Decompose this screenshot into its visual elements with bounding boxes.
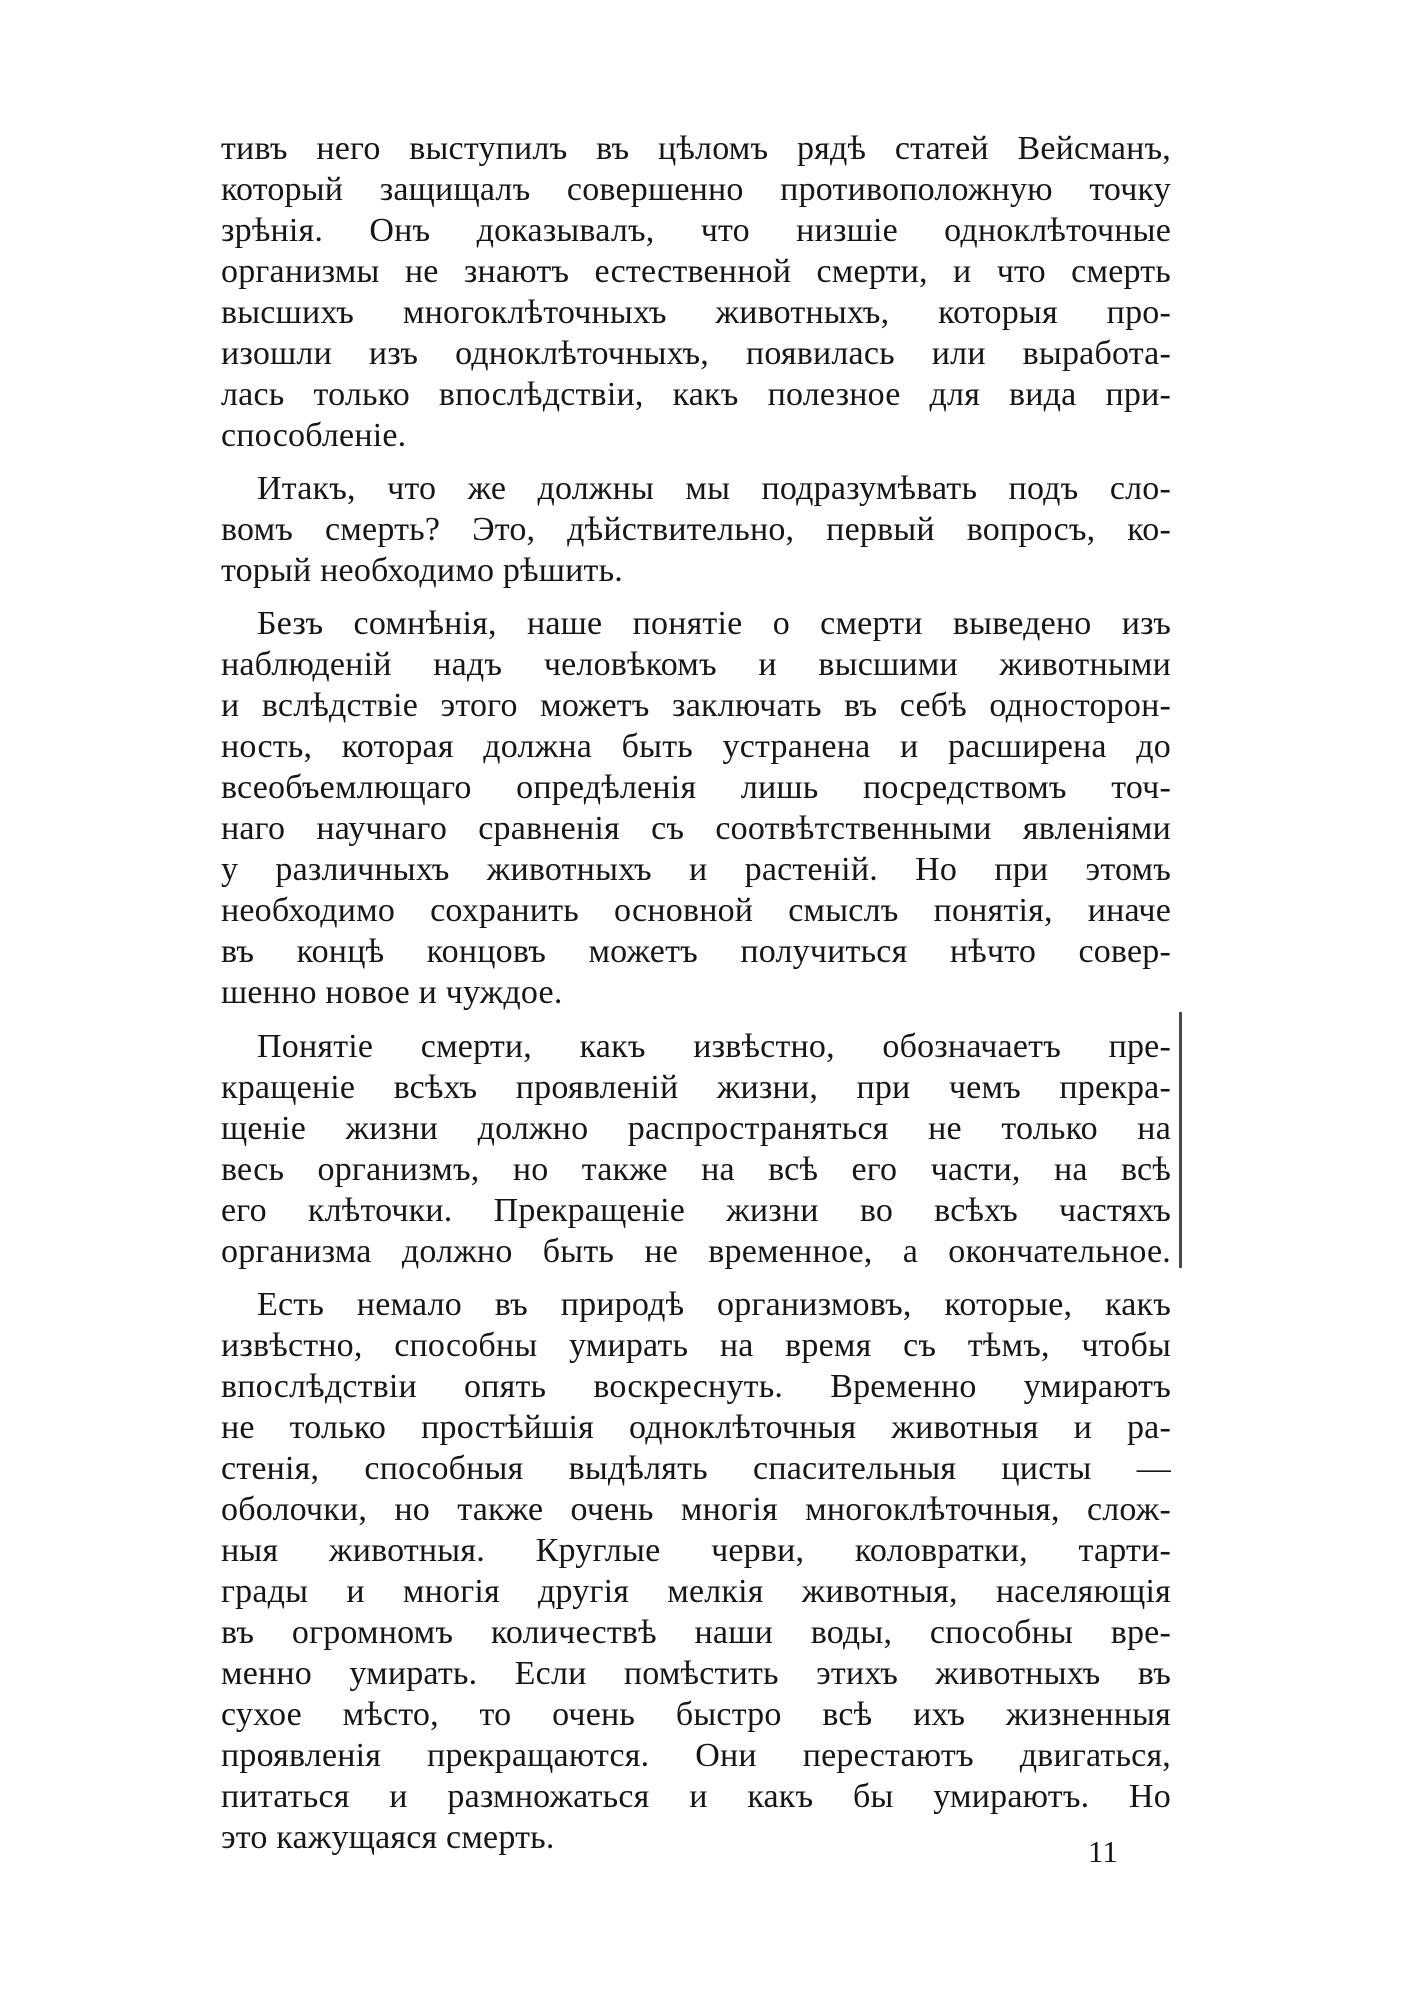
text-line: стенія, способныя выдѣлять спасительныя цисты — xyxy=(221,1450,1171,1487)
text-line: всеобъемлющаго опредѣленія лишь посредствомъ точ- xyxy=(221,769,1171,806)
text-line: весь организмъ, но также на всѣ его части, на всѣ xyxy=(221,1151,1171,1188)
text-line: торый необходимо рѣшить. xyxy=(221,552,623,589)
text-line: способленіе. xyxy=(221,417,407,454)
text-line: Понятіе смерти, какъ извѣстно, обозначаетъ пре- xyxy=(257,1028,1171,1065)
text-line: организмы не знаютъ естественной смерти, и что смерть xyxy=(221,253,1171,290)
paragraph-1 xyxy=(221,128,1171,456)
text-line: шенно новое и чуждое. xyxy=(221,974,563,1011)
text-line: въ огромномъ количествѣ наши воды, способны вре- xyxy=(221,1614,1171,1651)
text-line: въ концѣ концовъ можетъ получиться нѣчто совер- xyxy=(221,933,1171,970)
text-line: и вслѣдствіе этого можетъ заключать въ себѣ односторон- xyxy=(221,687,1171,724)
text-line: высшихъ многоклѣточныхъ животныхъ, которыя про- xyxy=(221,294,1171,331)
text-line: Безъ сомнѣнія, наше понятіе о смерти выведено изъ xyxy=(257,605,1171,642)
text-line: тивъ него выступилъ въ цѣломъ рядѣ статей Вейсманъ, xyxy=(221,130,1171,167)
text-line: оболочки, но также очень многія многоклѣточныя, слож- xyxy=(221,1491,1171,1528)
body-text xyxy=(221,128,1171,1858)
paragraph-5 xyxy=(221,1284,1171,1858)
paragraph-3 xyxy=(221,603,1171,1013)
text-line: необходимо сохранить основной смыслъ понятія, иначе xyxy=(221,892,1171,929)
text-line: менно умирать. Если помѣстить этихъ животныхъ въ xyxy=(221,1655,1171,1692)
text-line: извѣстно, способны умирать на время съ тѣмъ, чтобы xyxy=(221,1327,1171,1364)
text-line: не только простѣйшія одноклѣточныя животныя и ра- xyxy=(221,1409,1171,1446)
text-line: наблюденій надъ человѣкомъ и высшими животными xyxy=(221,646,1171,683)
paragraph-2 xyxy=(221,468,1171,591)
text-line: Есть немало въ природѣ организмовъ, которые, какъ xyxy=(257,1286,1171,1323)
text-line: ныя животныя. Круглые черви, коловратки, тарти- xyxy=(221,1532,1171,1569)
text-line: зрѣнія. Онъ доказывалъ, что низшіе одноклѣточные xyxy=(221,212,1171,249)
text-line: наго научнаго сравненія съ соотвѣтственными явленіями xyxy=(221,810,1171,847)
text-line: который защищалъ совершенно противоположную точку xyxy=(221,171,1171,208)
text-line: вомъ смерть? Это, дѣйствительно, первый вопросъ, ко- xyxy=(221,511,1171,548)
text-line: изошли изъ одноклѣточныхъ, появилась или выработа- xyxy=(221,335,1171,372)
margin-line-mark xyxy=(1179,1012,1182,1268)
text-line: грады и многія другія мелкія животныя, населяющія xyxy=(221,1573,1171,1610)
text-line: у различныхъ животныхъ и растеній. Но при этомъ xyxy=(221,851,1171,888)
paragraph-4 xyxy=(221,1026,1171,1272)
page-number: 11 xyxy=(1088,1834,1118,1869)
text-line: организма должно быть не временное, а окончательное. xyxy=(221,1233,1171,1270)
text-line: сухое мѣсто, то очень быстро всѣ ихъ жизненныя xyxy=(221,1696,1171,1733)
text-line: кращеніе всѣхъ проявленій жизни, при чемъ прекра- xyxy=(221,1069,1171,1106)
text-line: Итакъ, что же должны мы подразумѣвать подъ сло- xyxy=(257,470,1171,507)
text-line: впослѣдствіи опять воскреснуть. Временно умираютъ xyxy=(221,1368,1171,1405)
text-line: ность, которая должна быть устранена и расширена до xyxy=(221,728,1171,765)
text-line: питаться и размножаться и какъ бы умираютъ. Но xyxy=(221,1778,1171,1815)
text-line: его клѣточки. Прекращеніе жизни во всѣхъ частяхъ xyxy=(221,1192,1171,1229)
text-line: щеніе жизни должно распространяться не только на xyxy=(221,1110,1171,1147)
text-line: это кажущаяся смерть. xyxy=(221,1819,555,1856)
text-line: проявленія прекращаются. Они перестаютъ двигаться, xyxy=(221,1737,1171,1774)
text-line: лась только впослѣдствіи, какъ полезное для вида при- xyxy=(221,376,1171,413)
